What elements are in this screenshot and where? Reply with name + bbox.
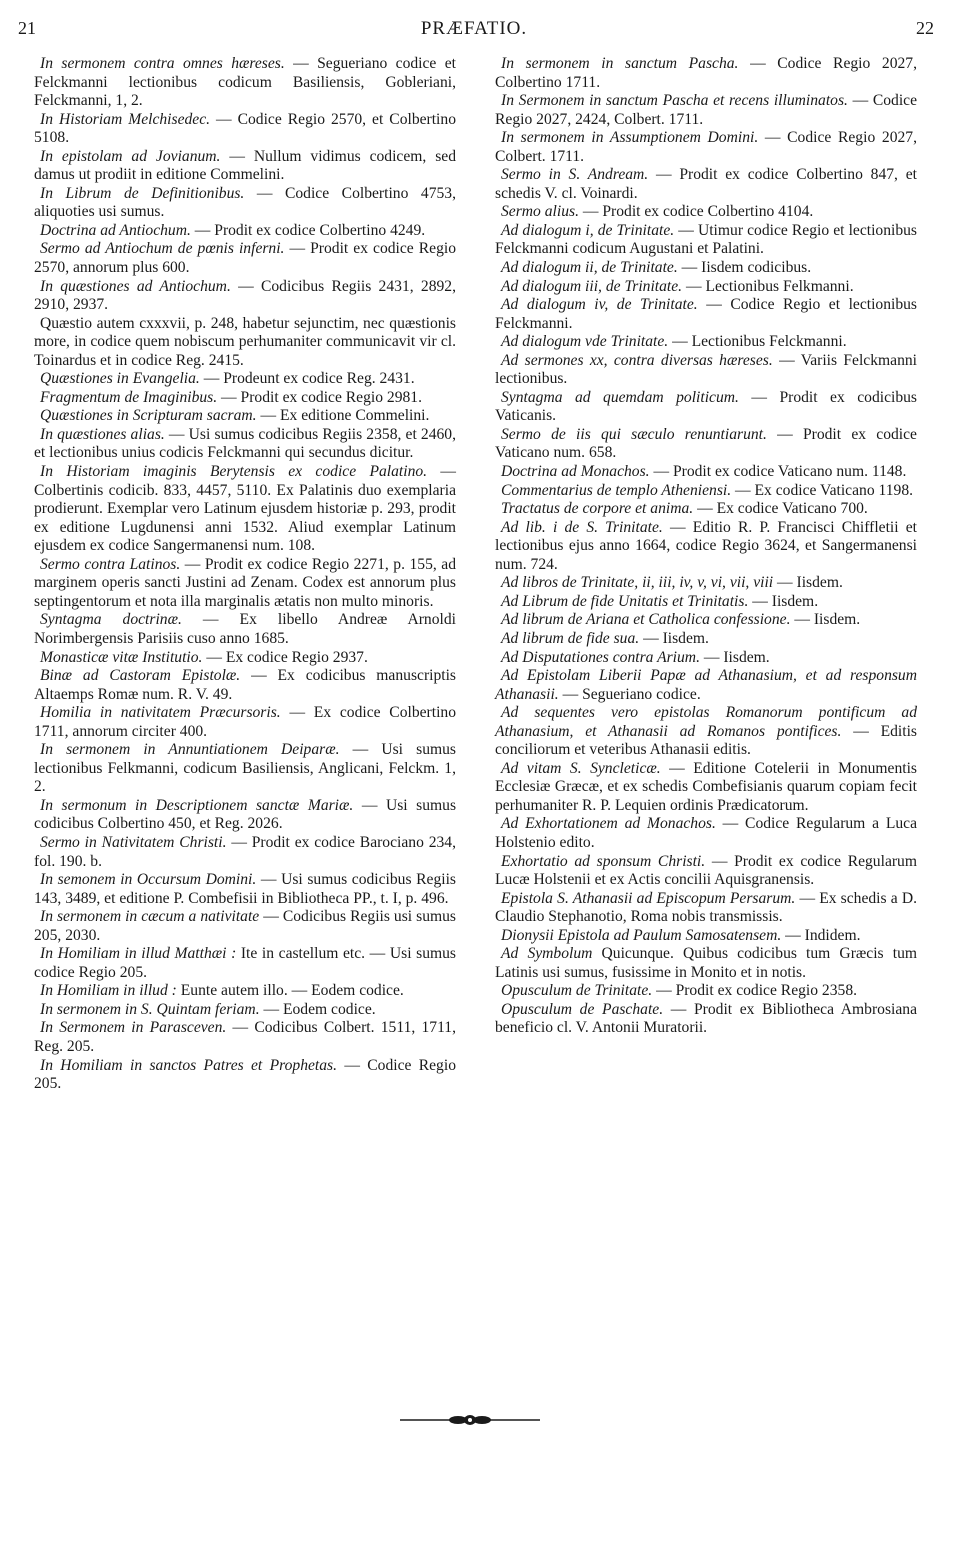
entry-source: — Codice Regio 205.	[34, 1056, 456, 1093]
entry	[495, 500, 917, 519]
left-page-number: 21	[18, 18, 36, 38]
entry-title: Ad Exhortationem ad Monachos.	[501, 815, 716, 833]
entry	[495, 296, 917, 333]
entry-source: — Ex libello Andreæ Arnoldi Norimbergensis Parisiis cuso anno 1685.	[34, 611, 456, 647]
entry-source: — Codicibus Colbert. 1511, 1711, Reg. 205.	[34, 1019, 457, 1055]
end-ornament	[400, 1413, 540, 1427]
entry-title: Ad librum de Ariana et Catholica confessione.	[501, 611, 791, 629]
entry-source: — Prodit ex codice Regio 2570, annorum plus 600.	[34, 240, 456, 277]
entry-title: Exhortatio ad sponsum Christi.	[501, 852, 706, 870]
entry-title: Quæstiones in Scripturam sacram.	[40, 407, 257, 425]
entry	[495, 667, 917, 704]
entry-source: — Iisdem.	[790, 611, 861, 629]
entry-source: — Iisdem.	[699, 648, 770, 666]
entry-source: — Prodit ex codice Vaticano num. 658.	[495, 425, 917, 462]
entry-title: Syntagma ad quemdam politicum.	[501, 388, 739, 406]
entry-title: Fragmentum de Imaginibus.	[40, 388, 218, 406]
entry	[34, 834, 456, 871]
entry-title: Sermo ad Antiochum de pœnis inferni.	[40, 240, 285, 258]
entry	[34, 111, 456, 148]
entry-source: — Editione Cotelerii in Monumentis Ecclesiæ Græcæ, et ex schedis Combefisianis quarum copiam fecit perhumaniter R. P. Lequien ordinis Prædicatorum.	[495, 759, 918, 814]
entry-source: — Prodit ex codice Colbertino 4249.	[190, 221, 426, 239]
entry-source: — Codice Regularum a Luca Holstenio edito.	[495, 815, 917, 851]
entry-source: Quæstio autem cxxxvii, p. 248, habetur sejunctim, nec quæstionis more, in codice quem nobiscum perhumaniter communicavit vir cl. Toinardus et in codice Reg. 2415.	[34, 314, 456, 369]
entry-source: — Usi sumus codicibus Regiis 2358, et 2460, et lectionibus unius codicis Felckmanni qui secundus dicitur.	[34, 425, 456, 462]
entry	[495, 927, 917, 946]
entry-source: — Prodeunt ex codice Reg. 2431.	[199, 370, 415, 388]
entry-title: In sermonem in S. Quintam feriam.	[40, 1000, 260, 1018]
entry-source: — Codicibus Regiis usi sumus 205, 2030.	[34, 908, 456, 944]
entry-source: — Variis Felckmanni lectionibus.	[495, 351, 917, 388]
entry	[495, 945, 917, 982]
entry-title: In quæstiones ad Antiochum.	[40, 277, 231, 295]
entry-title: Quæstiones in Evangelia.	[40, 370, 200, 388]
entry	[495, 853, 917, 890]
entry-title: In Homiliam in illud :	[40, 982, 177, 1000]
entry-title: Ad Disputationes contra Arium.	[501, 648, 700, 666]
entry-title: Ad Epistolam Liberii Papæ ad Athanasium, et ad responsum Athanasii.	[495, 667, 917, 703]
entry-source: — Codice Regio 2027, 2424, Colbert. 1711.	[495, 92, 918, 128]
entry-title: Sermo in Nativitatem Christi.	[40, 833, 227, 851]
entry	[495, 426, 917, 463]
entry	[495, 630, 917, 649]
entry	[495, 92, 917, 129]
entry	[495, 574, 917, 593]
entry-title: Doctrina ad Monachos.	[501, 463, 650, 481]
entry	[34, 389, 456, 408]
entry	[495, 649, 917, 668]
entry	[495, 519, 917, 575]
entry-source: — Codicibus Regiis 2431, 2892, 2910, 2937.	[34, 277, 456, 314]
entry-source: — Usi sumus lectionibus Felkmanni, codicum Basiliensis, Anglicani, Felckm. 1, 2.	[34, 741, 456, 796]
entry	[34, 704, 456, 741]
entry-title: Ad sermones xx, contra diversas hæreses.	[501, 351, 773, 369]
entry-title: Ad lib. i de S. Trinitate.	[501, 518, 663, 536]
entry-source: — Prodit ex Bibliotheca Ambrosiana beneficio cl. V. Antonii Muratorii.	[495, 1000, 918, 1037]
entry-title: In quæstiones alias.	[40, 425, 165, 443]
entry-title: Doctrina ad Antiochum.	[40, 221, 191, 239]
entry	[34, 871, 456, 908]
entry-title: Sermo contra Latinos.	[40, 555, 181, 573]
entry	[34, 649, 456, 668]
entry	[495, 278, 917, 297]
entry-title: In Homiliam in illud Matthæi :	[40, 945, 237, 963]
entry-title: Ad Librum de fide Unitatis et Trinitatis.	[501, 592, 749, 610]
entry	[495, 333, 917, 352]
running-title: PRÆFATIO.	[420, 18, 528, 39]
entry-title: Tractatus de corpore et anima.	[501, 500, 694, 518]
entry	[495, 815, 917, 852]
entry-source: — Ex codice Colbertino 1711, annorum circiter 400.	[34, 704, 457, 740]
entry	[34, 1057, 456, 1094]
entry-source: — Ex codice Vaticano 1198.	[731, 481, 914, 499]
entry-source: — Codice Regio 2570, et Colbertino 5108.	[34, 110, 456, 147]
entry-source: — Prodit ex codice Colbertino 4104.	[578, 203, 814, 221]
entry-source: — Indidem.	[781, 926, 861, 944]
entry-source: — Iisdem codicibus.	[677, 259, 812, 277]
entry-title: In Librum de Definitionibus.	[40, 184, 245, 202]
entry	[34, 611, 456, 648]
left-column	[34, 55, 456, 1094]
page-header	[14, 14, 934, 44]
entry-source: — Ex schedis a D. Claudio Stephanotio, Roma nobis transmissis.	[495, 889, 917, 926]
entry-source: — Prodit ex codice Regio 2271, p. 155, ad marginem operis sancti Justini ad Zenam. Codex est annorum plus septingentorum et nota illa marginalis ætatis non multo minoris.	[34, 555, 456, 610]
entry-title: Ad dialogum iii, de Trinitate.	[501, 277, 683, 295]
entry	[34, 982, 456, 1001]
entry-source: — Codice Regio et lectionibus Felckmanni.	[495, 296, 917, 332]
entry-source: — Prodit ex codice Regularum Lucæ Holstenii et ex Actis concilii Aquisgranensis.	[495, 852, 917, 889]
entry-source: — Lectionibus Felckmanni.	[668, 333, 847, 351]
entry	[34, 908, 456, 945]
entry-title: Ad sequentes vero epistolas Romanorum pontificum ad Athanasium, et Athanasii ad Romanos pontifices.	[495, 704, 917, 740]
entry-title: Dionysii Epistola ad Paulum Samosatensem.	[501, 926, 782, 944]
entry-source: — Codice Regio 2027, Colbertino 1711.	[495, 55, 917, 91]
entry	[495, 890, 917, 927]
entry-title: Syntagma doctrinæ.	[40, 611, 182, 629]
entry-source: — Usi sumus codicibus Regiis 143, 3489, et editione P. Combefisii in Bibliotheca PP., t. I, p. 496.	[34, 871, 456, 907]
entry-source: — Prodit ex codice Vaticano num. 1148.	[649, 463, 907, 481]
entry	[34, 797, 456, 834]
entry-source: — Ex codice Vaticano 700.	[693, 500, 868, 518]
entry-title: In Homiliam in sanctos Patres et Prophetas.	[40, 1056, 338, 1074]
entry-title: Opusculum de Trinitate.	[501, 982, 653, 1000]
entry	[495, 55, 917, 92]
entry-source: — Ex codicibus manuscriptis Altaemps Romæ num. R. V. 49.	[34, 667, 456, 703]
entry	[34, 667, 456, 704]
entry-source: — Iisdem.	[773, 574, 843, 592]
entry-title: In sermonem in Assumptionem Domini.	[501, 129, 759, 147]
right-page-number: 22	[916, 18, 934, 38]
entry-source: — Ex editione Commelini.	[256, 407, 430, 425]
entry	[495, 259, 917, 278]
entry-title: In Sermonem in sanctum Pascha et recens illuminatos.	[501, 92, 848, 110]
entry	[495, 760, 917, 816]
entry	[34, 240, 456, 277]
entry-source: — Ex codice Regio 2937.	[202, 648, 368, 666]
entry-title: Ad dialogum ii, de Trinitate.	[501, 259, 678, 277]
entry-title: In sermonum in Descriptionem sanctæ Mariæ.	[40, 796, 354, 814]
entry-title: In semonem in Occursum Domini.	[40, 871, 257, 889]
entry	[34, 1019, 456, 1056]
entry	[495, 982, 917, 1001]
entry-source: — Prodit ex codicibus Vaticanis.	[495, 388, 917, 425]
entry-title: Ad dialogum vde Trinitate.	[501, 333, 669, 351]
entry	[495, 389, 917, 426]
entry	[495, 704, 917, 760]
entry-source: — Segueriano codice et Felckmanni lectionibus codicum Basiliensis, Gobleriani, Felckmanni, 1, 2.	[34, 55, 456, 110]
entry	[495, 222, 917, 259]
entry-source: Ite in castellum etc. — Usi sumus codice Regio 205.	[34, 945, 456, 981]
entry-source: — Eodem codice.	[259, 1000, 376, 1018]
entry	[495, 463, 917, 482]
entry	[495, 129, 917, 166]
entry	[34, 370, 456, 389]
entry-title: Ad dialogum iv, de Trinitate.	[501, 296, 698, 314]
entry	[34, 55, 456, 111]
entry	[495, 611, 917, 630]
entry	[34, 463, 456, 556]
entry-title: Ad librum de fide sua.	[501, 629, 640, 647]
entry-title: Monasticæ vitæ Institutio.	[40, 648, 203, 666]
entry-title: Sermo de iis qui sæculo renuntiarunt.	[501, 425, 767, 443]
entry	[34, 222, 456, 241]
entry-title: Epistola S. Athanasii ad Episcopum Persarum.	[501, 889, 796, 907]
entry	[34, 741, 456, 797]
entry-title: Ad vitam S. Syncleticæ.	[501, 759, 661, 777]
entry	[34, 945, 456, 982]
entry-title: In sermonem contra omnes hæreses.	[40, 55, 285, 72]
entry-title: Opusculum de Paschate.	[501, 1000, 664, 1018]
entry	[495, 203, 917, 222]
entry-source: — Iisdem.	[748, 592, 819, 610]
entry-title: Ad dialogum i, de Trinitate.	[501, 221, 675, 239]
entry-title: In sermonem in cæcum a nativitate	[40, 908, 260, 926]
entry	[495, 166, 917, 203]
entry-title: In Sermonem in Parasceven.	[40, 1019, 227, 1037]
entry-source: — Editio R. P. Francisci Chiffletii et lectionibus ejus anno 1664, codice Regio 3624, et Sangermanensi num. 724.	[495, 518, 917, 573]
entry-title: Ad libros de Trinitate, ii, iii, iv, v, vi, vii, viii	[501, 574, 774, 592]
entry-source: — Codice Colbertino 4753, aliquoties usi sumus.	[34, 184, 456, 221]
entry-source: — Codice Regio 2027, Colbert. 1711.	[495, 129, 917, 165]
entry	[34, 407, 456, 426]
entry-title: In sermonem in Annuntiationem Deiparæ.	[40, 741, 340, 759]
entry	[495, 482, 917, 501]
entry-title: In epistolam ad Jovianum.	[40, 147, 221, 165]
entry-source: — Nullum vidimus codicem, sed damus ut prodiit in editione Commelini.	[34, 147, 456, 184]
entry-title: Ad Symbolum	[501, 945, 593, 963]
entry	[34, 315, 456, 371]
entry-title: In sermonem in sanctum Pascha.	[501, 55, 739, 72]
entry-title: In Historiam imaginis Berytensis ex codice Palatino.	[40, 463, 428, 481]
entry-source: — Prodit ex codice Colbertino 847, et schedis V. cl. Voinardi.	[495, 166, 917, 202]
entry	[495, 352, 917, 389]
entry	[495, 1001, 917, 1038]
entry-source: — Segueriano codice.	[558, 685, 701, 703]
entry-source: Quicunque. Quibus codicibus tum Græcis tum Latinis usi sumus, fusissime in Monito et in notis.	[495, 945, 917, 981]
entry-title: Homilia in nativitatem Præcursoris.	[40, 704, 281, 722]
entry	[34, 426, 456, 463]
entry	[34, 556, 456, 612]
entry-source: — Prodit ex codice Regio 2981.	[217, 388, 423, 406]
entry-title: In Historiam Melchisedec.	[40, 110, 211, 128]
entry-source: — Usi sumus codicibus Colbertino 450, et Reg. 2026.	[34, 796, 457, 833]
entry	[495, 593, 917, 612]
entry-source: — Prodit ex codice Regio 2358.	[652, 982, 858, 1000]
entry	[34, 185, 456, 222]
entry	[34, 148, 456, 185]
entry-source: — Lectionibus Felkmanni.	[682, 277, 854, 295]
entry-title: Commentarius de templo Atheniensi.	[501, 481, 732, 499]
entry-title: Sermo alius.	[501, 203, 579, 221]
entry-source: Eunte autem illo. — Eodem codice.	[176, 982, 404, 1000]
entry	[34, 278, 456, 315]
entry-source: — Editis conciliorum et veteribus Athanasii editis.	[495, 722, 917, 759]
entry-source: — Iisdem.	[639, 629, 709, 647]
entry-source: — Colbertinis codicib. 833, 4457, 5110. Ex Palatinis duo exemplaria prodierunt. Exemplar vero Latinum ejusdem historiæ p. 293, prodit ex editione Lugdunensi anni 1532. Aliud exemplar Latinum ejusdem ex codice Sangermanensi num. 108.	[34, 463, 456, 555]
entry	[34, 1001, 456, 1020]
entry-source: — Utimur codice Regio et lectionibus Felckmanni codicum Augustani et Palatini.	[495, 221, 917, 258]
entry-source: — Prodit ex codice Barociano 234, fol. 190. b.	[34, 833, 456, 870]
entry-title: Sermo in S. Andream.	[501, 166, 649, 184]
right-column	[495, 55, 917, 1038]
entry-title: Binæ ad Castoram Epistolæ.	[40, 667, 241, 685]
